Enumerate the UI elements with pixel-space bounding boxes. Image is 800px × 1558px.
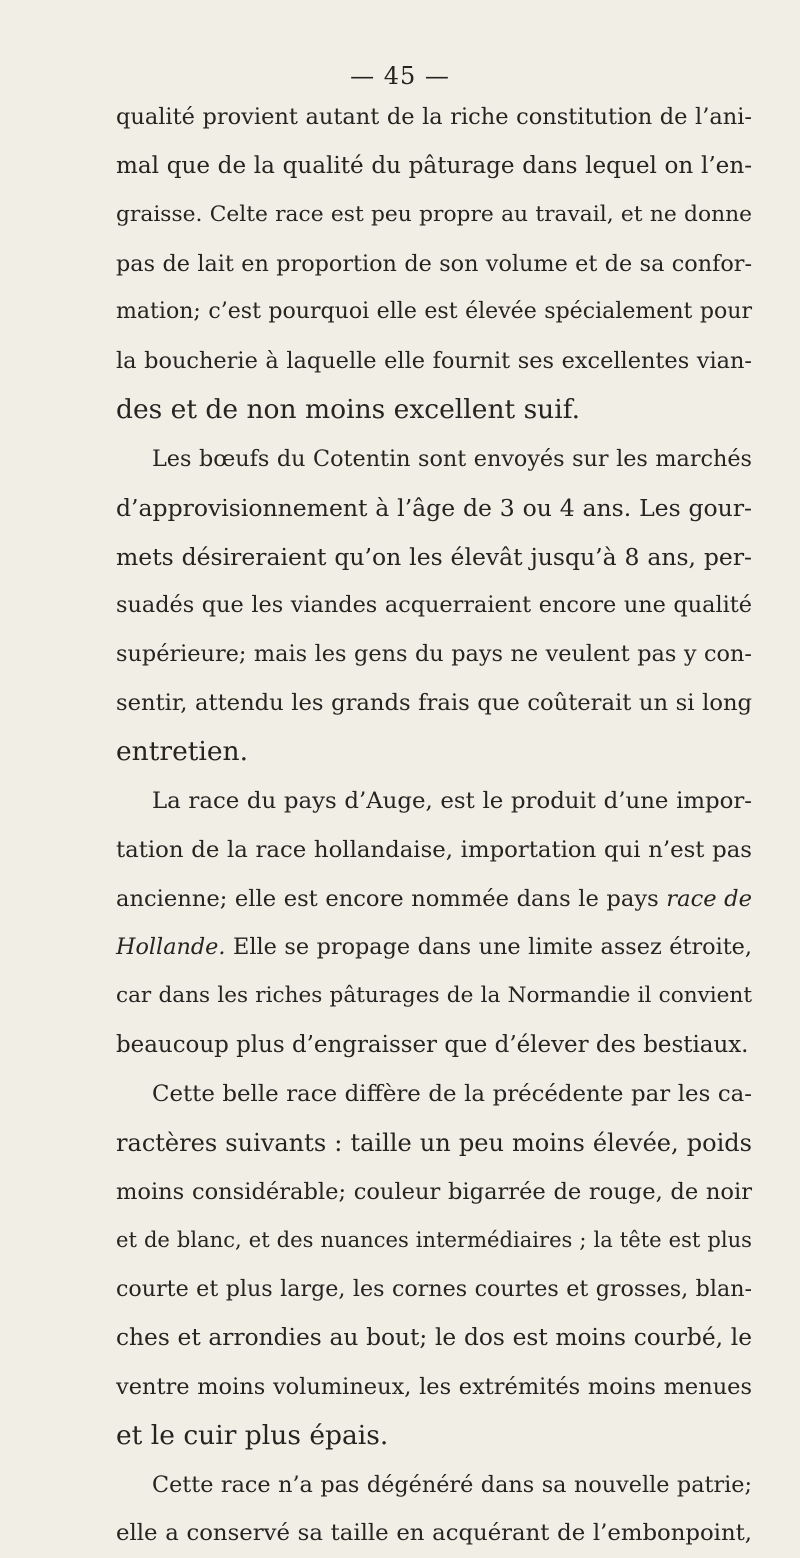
line-text: suadés que les viandes acquerraient encore une qualité	[116, 592, 752, 619]
line-text: Cette race n’a pas dégénéré dans sa nouvelle patrie;	[152, 1471, 752, 1498]
text-line	[116, 1168, 752, 1217]
line-text: qualité provient autant de la riche constitution de l’ani-	[116, 104, 752, 130]
page-number: — 45 —	[350, 62, 450, 90]
text-line	[116, 923, 752, 972]
text-line	[116, 386, 752, 435]
line-text: beaucoup plus d’engraisser que d’élever des bestiaux.	[116, 1032, 749, 1059]
text-line	[116, 679, 752, 728]
text-line	[116, 630, 752, 679]
line-text: ches et arrondies au bout; le dos est moins courbé, le	[116, 1324, 752, 1352]
line-text: ventre moins volumineux, les extrémités moins menues	[116, 1373, 752, 1400]
text-line	[116, 1509, 752, 1558]
text-line	[116, 1119, 752, 1168]
line-text: car dans les riches pâturages de la Normandie il convient	[116, 983, 752, 1009]
text-line	[116, 875, 752, 924]
text-line	[116, 777, 752, 826]
line-text: d’approvisionnement à l’âge de 3 ou 4 ans. Les gour-	[116, 493, 752, 522]
line-text: et de blanc, et des nuances intermédiaires ; la tête est plus	[116, 1227, 752, 1253]
text-line	[116, 1021, 752, 1070]
text-line	[116, 972, 752, 1021]
text-line	[116, 1412, 752, 1461]
text-line	[116, 435, 752, 484]
line-text: moins considérable; couleur bigarrée de rouge, de noir	[116, 1178, 752, 1205]
text-line	[116, 728, 752, 777]
text-line	[116, 533, 752, 582]
line-text: entretien.	[116, 735, 249, 767]
line-text: ancienne; elle est encore nommée dans le pays	[116, 885, 667, 912]
line-text: graisse. Celte race est peu propre au travail, et ne donne	[116, 201, 752, 227]
text-line	[116, 337, 752, 386]
line-text: pas de lait en proportion de son volume et de sa confor-	[116, 250, 752, 277]
text-line	[116, 581, 752, 630]
text-line	[116, 1461, 752, 1510]
line-text: tation de la race hollandaise, importation qui n’est pas	[116, 836, 752, 863]
line-text: supérieure; mais les gens du pays ne veulent pas y con-	[116, 641, 752, 668]
line-text: des et de non moins excellent suif.	[116, 394, 581, 426]
line-text: Les bœufs du Cotentin sont envoyés sur les marchés	[152, 445, 752, 472]
text-line	[116, 826, 752, 875]
line-text: Cette belle race diffère de la précédente par les ca-	[152, 1080, 752, 1107]
text-line	[116, 240, 752, 289]
text-line	[116, 93, 752, 142]
text-line	[116, 1265, 752, 1314]
line-text: Elle se propage dans une limite assez étroite,	[225, 934, 752, 961]
line-text: mation; c’est pourquoi elle est élevée spécialement pour	[116, 299, 752, 325]
italic-text: race de	[666, 885, 753, 912]
body-text	[116, 93, 752, 1558]
line-text: sentir, attendu les grands frais que coûterait un si long	[116, 690, 752, 717]
line-text: ractères suivants : taille un peu moins élevée, poids	[116, 1128, 752, 1157]
line-text: courte et plus large, les cornes courtes et grosses, blan-	[116, 1276, 752, 1303]
text-line	[116, 1314, 752, 1363]
text-line	[116, 1363, 752, 1412]
text-line	[116, 142, 752, 191]
line-text: mal que de la qualité du pâturage dans lequel on l’en-	[116, 152, 752, 179]
text-line	[116, 288, 752, 337]
text-line	[116, 484, 752, 533]
line-text: mets désireraient qu’on les élevât jusqu’à 8 ans, per-	[116, 542, 752, 571]
line-text: La race du pays d’Auge, est le produit d’une impor-	[152, 787, 752, 814]
line-text: et le cuir plus épais.	[116, 1419, 389, 1451]
italic-text: Hollande.	[116, 934, 226, 961]
text-line	[116, 1070, 752, 1119]
text-line	[116, 1216, 752, 1265]
text-line	[116, 191, 752, 240]
line-text: elle a conservé sa taille en acquérant de l’embonpoint,	[116, 1520, 752, 1547]
line-text: la boucherie à laquelle elle fournit ses excellentes vian-	[116, 348, 752, 375]
